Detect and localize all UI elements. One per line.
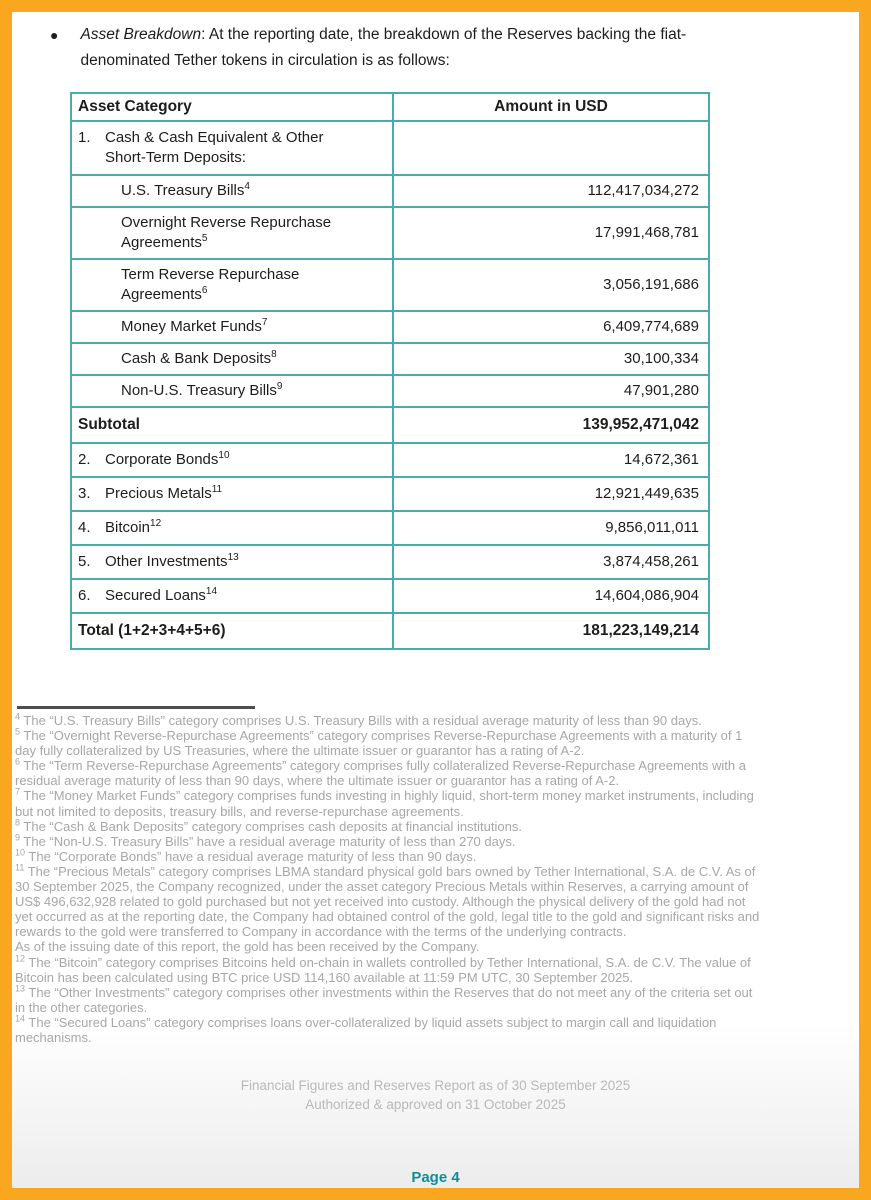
table-row	[71, 343, 709, 375]
table-row	[71, 579, 709, 613]
summary-row	[71, 613, 709, 649]
footnote-item: $^7$ The “Money Market Funds” category comprises funds investing in highly liquid, short-term money market instruments, including but not limited to deposits, treasury bills, and reverse-repurchase agreements.	[15, 787, 754, 819]
row-number: 6.	[78, 587, 91, 604]
footnote-ref: 8	[271, 349, 277, 360]
category-label: Subtotal	[78, 416, 140, 433]
summary-row	[71, 407, 709, 443]
amount-cell: 14,672,361	[393, 443, 709, 477]
footer-approval-line: Authorized & approved on 31 October 2025	[305, 1097, 566, 1112]
footnote-item: $^5$ The “Overnight Reverse-Repurchase Agreements” category comprises Reverse-Repurchase Agreements with a maturity of 1 day fully collateralized by US Treasuries, where the ultimate issuer or guarantor has a rating of A-2.	[15, 726, 743, 759]
category-label: Cash & Cash Equivalent & Other Short-Term Deposits:	[105, 129, 324, 166]
table-row	[71, 511, 709, 545]
bullet-icon: ●	[50, 27, 59, 43]
footer-report-title: Financial Figures and Reserves Report as of 30 September 2025	[240, 1078, 631, 1093]
footnote-ref: 13	[227, 552, 239, 563]
footnotes	[15, 713, 763, 1045]
footnote-item: $^{12}$ The “Bitcoin” category comprises Bitcoins held on-chain in wallets controlled by Tether International, S.A. de C.V. The value of Bitcoin has been calculated using BTC price USD 114,160 available at 11:59 PM UTC, 30 September 2025.	[15, 953, 751, 985]
category-cell	[71, 443, 393, 477]
row-number: 1.	[78, 129, 91, 146]
category-cell	[71, 311, 393, 343]
intro-rest: : At the reporting date, the breakdown of the Reserves backing the fiat-denominated Tether tokens in circulation is as follows:	[80, 26, 687, 69]
table-row	[71, 207, 709, 259]
footnote-number: 9	[15, 832, 21, 843]
category-cell	[71, 375, 393, 407]
footnote-item: $^6$ The “Term Reverse-Repurchase Agreements” category comprises fully collateralized Reverse-Repurchase Agreements with a residual average maturity of less than 90 days, where the ultimate issuer or guarantor has a rating of A-2.	[15, 756, 746, 789]
category-cell	[71, 511, 393, 545]
reserves-breakdown-table	[70, 92, 710, 650]
footnote-number: 4	[15, 711, 21, 722]
amount-cell: 12,921,449,635	[393, 477, 709, 511]
category-cell	[71, 207, 393, 259]
category-cell	[71, 175, 393, 207]
table-row	[71, 121, 709, 175]
category-cell	[71, 477, 393, 511]
table-row	[71, 545, 709, 579]
intro-text	[80, 22, 750, 74]
category-cell	[71, 545, 393, 579]
category-cell	[71, 613, 393, 649]
table-row	[71, 175, 709, 207]
footnote-ref: 10	[218, 450, 230, 461]
footnote-number: 5	[15, 726, 21, 737]
category-label: Overnight Reverse Repurchase Agreements$^5$	[121, 214, 332, 251]
footnote-ref: 5	[201, 233, 208, 244]
amount-cell: 9,856,011,011	[393, 511, 709, 545]
footnote-item: As of the issuing date of this report, the gold has been received by the Company.	[15, 939, 480, 955]
category-label: Bitcoin$^{12}$	[105, 518, 162, 536]
footnote-number: 14	[15, 1013, 26, 1024]
footnote-ref: 4	[244, 181, 250, 192]
footnote-number: 8	[15, 817, 21, 828]
amount-cell: 6,409,774,689	[393, 311, 709, 343]
footnote-ref: 6	[201, 285, 208, 296]
report-footer	[12, 1076, 859, 1114]
amount-cell: 112,417,034,272	[393, 175, 709, 207]
category-cell	[71, 343, 393, 375]
table-body	[71, 121, 709, 649]
footnote-number: 13	[15, 983, 26, 994]
intro-lead-italic: Asset Breakdown	[80, 26, 202, 43]
footnote-item: $^{10}$ The “Corporate Bonds” have a residual average maturity of less than 90 days.	[15, 847, 477, 864]
amount-cell: 3,056,191,686	[393, 259, 709, 311]
footnote-number: 12	[15, 953, 26, 964]
footnote-number: 7	[15, 787, 21, 798]
header-asset-category: Asset Category	[71, 93, 393, 121]
table-header-row	[71, 93, 709, 121]
footnote-ref: 12	[150, 518, 162, 529]
asset-breakdown-intro	[50, 22, 750, 74]
amount-cell: 3,874,458,261	[393, 545, 709, 579]
category-label: Secured Loans$^{14}$	[105, 586, 218, 604]
category-label: Corporate Bonds$^{10}$	[105, 450, 230, 468]
category-cell	[71, 407, 393, 443]
category-label: U.S. Treasury Bills$^4$	[121, 181, 250, 199]
category-label: Other Investments$^{13}$	[105, 552, 239, 570]
footnote-number: 11	[15, 862, 25, 873]
amount-cell	[393, 121, 709, 175]
category-cell	[71, 579, 393, 613]
table-row	[71, 443, 709, 477]
table-row	[71, 477, 709, 511]
category-cell	[71, 259, 393, 311]
footnote-number: 6	[15, 756, 21, 767]
row-number: 2.	[78, 451, 91, 468]
footnote-number: 10	[15, 847, 26, 858]
footnote-item: $^4$ The “U.S. Treasury Bills” category comprises U.S. Treasury Bills with a residual average maturity of less than 90 days.	[15, 711, 702, 728]
row-number: 4.	[78, 519, 91, 536]
category-label: Non-U.S. Treasury Bills$^9$	[121, 381, 283, 399]
table-row	[71, 375, 709, 407]
row-number: 5.	[78, 553, 91, 570]
amount-cell: 30,100,334	[393, 343, 709, 375]
footnote-ref: 14	[205, 586, 218, 597]
table-row	[71, 311, 709, 343]
footnote-divider	[17, 706, 255, 709]
category-label: Term Reverse Repurchase Agreements$^6$	[121, 266, 300, 303]
footnote-item: $^8$ The “Cash & Bank Deposits” category comprises cash deposits at financial institutions.	[15, 817, 522, 834]
category-cell	[71, 121, 393, 175]
footnote-ref: 7	[261, 317, 268, 328]
category-label: Cash & Bank Deposits$^8$	[121, 349, 277, 367]
amount-cell: 17,991,468,781	[393, 207, 709, 259]
amount-cell: 47,901,280	[393, 375, 709, 407]
amount-cell: 181,223,149,214	[393, 613, 709, 649]
page-number: Page 4	[411, 1169, 460, 1186]
header-amount-usd: Amount in USD	[393, 93, 709, 121]
footnote-ref: 9	[276, 381, 283, 392]
category-label: Money Market Funds$^7$	[121, 317, 268, 335]
footnote-item: $^9$ The “Non-U.S. Treasury Bills” have a residual average maturity of less than 270 days.	[15, 832, 516, 849]
row-number: 3.	[78, 485, 91, 502]
table-row	[71, 259, 709, 311]
amount-cell: 14,604,086,904	[393, 579, 709, 613]
footnote-item: $^{14}$ The “Secured Loans” category comprises loans over-collateralized by liquid assets subject to margin call and liquidation mechanisms.	[15, 1013, 717, 1045]
footnote-item: $^{11}$ The “Precious Metals” category comprises LBMA standard physical gold bars owned by Tether International, S.A. de C.V. As of 30 September 2025, the Company recognized, under the asset category Precious Metals within Reserves, a carrying amount of US$ 496,632,928 related to gold purchased but not yet received into custody. Although the physical delivery of the gold had not yet occurred as at the reporting date, the Company had obtained control of the gold, legal title to the gold and significant risks and rewards to the gold were transferred to Company in accordance with the terms of the underlying contracts.	[15, 862, 760, 940]
amount-cell: 139,952,471,042	[393, 407, 709, 443]
footnote-ref: 11	[211, 484, 223, 495]
category-label: Precious Metals$^{11}$	[105, 484, 223, 502]
category-label: Total (1+2+3+4+5+6)	[78, 622, 226, 639]
footnote-item: $^{13}$ The “Other Investments” category comprises other investments within the Reserves that do not meet any of the criteria set out in the other categories.	[15, 983, 753, 1015]
